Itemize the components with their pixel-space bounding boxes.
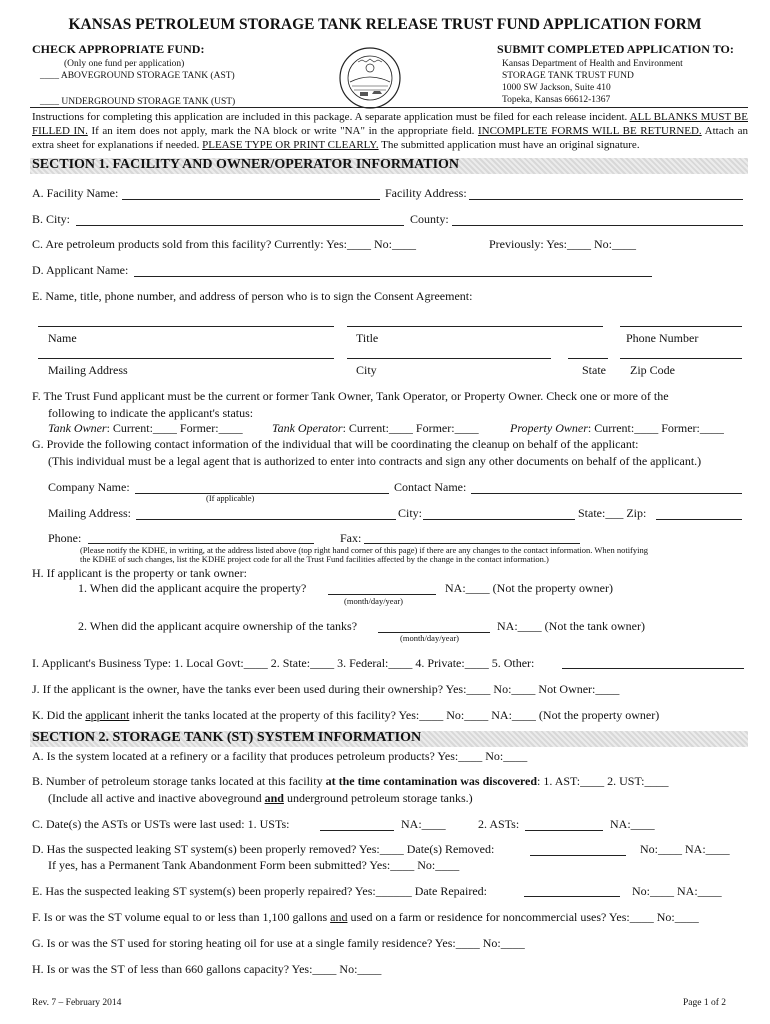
asts-label: 2. ASTs: <box>478 817 520 831</box>
submit-line: Topeka, Kansas 66612-1367 <box>502 95 611 105</box>
applicant-status-text: F. The Trust Fund applicant must be the current or former Tank Owner, Tank Operator, or Property Owner. Check one or more of the <box>32 389 669 403</box>
signer-state-field[interactable] <box>568 358 608 359</box>
kansas-seal-icon <box>338 46 402 110</box>
page-number: Page 1 of 2 <box>683 998 727 1008</box>
contact-zip-field[interactable] <box>656 519 742 520</box>
signer-phone-field[interactable] <box>620 326 742 327</box>
fund-ust-option[interactable]: ____ UNDERGROUND STORAGE TANK (UST) <box>40 97 236 107</box>
tank-count-note: (Include all active and inactive aboveground and underground petroleum storage tanks.) <box>48 791 473 805</box>
signer-name-field[interactable] <box>38 326 334 327</box>
contact-city-field[interactable] <box>423 519 575 520</box>
submit-line: STORAGE TANK TRUST FUND <box>502 71 634 81</box>
facility-address-label: Facility Address: <box>385 186 467 200</box>
revision-date: Rev. 7 – February 2014 <box>32 998 122 1008</box>
contact-state-zip-label: State:___ Zip: <box>578 506 647 520</box>
property-owner-status[interactable]: Property Owner: Current:____ Former:____ <box>510 421 724 435</box>
fax-label: Fax: <box>340 531 362 545</box>
submit-line: Kansas Department of Health and Environment <box>502 59 683 69</box>
products-sold-previously[interactable]: Previously: Yes:____ No:____ <box>489 237 637 251</box>
contact-city-label: City: <box>398 506 423 520</box>
signer-state-caption: State <box>582 363 606 377</box>
contact-change-note-2: the KDHE of such changes, list the KDHE project code for all the Trust Fund facilities affected by the change in the contact information.) <box>80 554 549 564</box>
property-acquired-date-field[interactable] <box>328 594 436 595</box>
city-field[interactable] <box>76 225 404 226</box>
company-name-label: Company Name: <box>48 480 130 494</box>
if-applicable-note: (If applicable) <box>206 493 255 503</box>
instructions-paragraph: Instructions for completing this application are included in this package. A separate application must be filed for each release incident. ALL BLANKS MUST BE FILLED IN. If an item does not apply, mark the NA block or write "NA" in the appropriate field. INCOMPLETE FORMS WILL BE RETURNED. Attach an extra sheet for explanations if needed. PLEASE TYPE OR PRINT CLEARLY. The submitted application must have an original signature. <box>32 111 748 151</box>
tanks-acquired-label: 2. When did the applicant acquire ownership of the tanks? <box>78 619 358 633</box>
signer-zip-field[interactable] <box>620 358 742 359</box>
signer-zip-caption: Zip Code <box>630 363 675 377</box>
heating-oil-question[interactable]: G. Is or was the ST used for storing heating oil for use at a single family residence? Yes:____ No:____ <box>32 936 525 950</box>
contact-change-note: (Please notify the KDHE, in writing, at the address listed above (top right hand corner of this page) if there are any changes to the contact information. When notifying <box>80 545 648 555</box>
facility-name-field[interactable] <box>122 199 380 200</box>
refinery-question[interactable]: A. Is the system located at a refinery or a facility that produces petroleum products? Yes:____ No:____ <box>32 749 528 763</box>
business-type-question[interactable]: I. Applicant's Business Type: 1. Local Govt:____ 2. State:____ 3. Federal:____ 4. Private:____ 5. Other: <box>32 656 535 670</box>
repaired-no-na[interactable]: No:____ NA:____ <box>632 884 722 898</box>
inherit-tanks-question[interactable]: K. Did the applicant inherit the tanks located at the property of this facility? Yes:____ No:____ NA:____ (Not the property owner) <box>32 708 660 722</box>
property-acquired-label: 1. When did the applicant acquire the property? <box>78 581 307 595</box>
form-title: KANSAS PETROLEUM STORAGE TANK RELEASE TRUST FUND APPLICATION FORM <box>68 16 702 33</box>
business-type-other-field[interactable] <box>562 668 744 669</box>
contact-mailing-field[interactable] <box>136 519 396 520</box>
signer-mailing-caption: Mailing Address <box>48 363 128 377</box>
capacity-question[interactable]: H. Is or was the ST of less than 660 gallons capacity? Yes:____ No:____ <box>32 962 382 976</box>
usts-na[interactable]: NA:____ <box>401 817 446 831</box>
signer-title-caption: Title <box>356 331 379 345</box>
property-acquired-na[interactable]: NA:____ (Not the property owner) <box>445 581 613 595</box>
applicant-name-field[interactable] <box>134 276 652 277</box>
contact-info-instruction: G. Provide the following contact information of the individual that will be coordinating the cleanup on behalf of the applicant: <box>32 437 639 451</box>
fund-note: (Only one fund per application) <box>64 59 185 69</box>
facility-address-field[interactable] <box>469 199 743 200</box>
farm-residence-question[interactable]: F. Is or was the ST volume equal to or less than 1,100 gallons and used on a farm or residence for noncommercial uses? Yes:____ No:____ <box>32 910 699 924</box>
asts-last-used-field[interactable] <box>525 830 603 831</box>
tank-operator-status[interactable]: Tank Operator: Current:____ Former:____ <box>272 421 479 435</box>
tank-count-question[interactable]: B. Number of petroleum storage tanks located at this facility at the time contamination was discovered: 1. AST:____ 2. UST:____ <box>32 774 669 788</box>
contact-mailing-label: Mailing Address: <box>48 506 131 520</box>
signer-city-caption: City <box>356 363 377 377</box>
contact-info-note: (This individual must be a legal agent that is authorized to enter into contracts and sign any other documents on behalf of the applicant.) <box>48 454 702 468</box>
date-repaired-field[interactable] <box>524 896 620 897</box>
removed-no-na[interactable]: No:____ NA:____ <box>640 842 730 856</box>
submit-heading: SUBMIT COMPLETED APPLICATION TO: <box>497 42 734 56</box>
signer-city-field[interactable] <box>347 358 551 359</box>
abandonment-form-question[interactable]: If yes, has a Permanent Tank Abandonment Form been submitted? Yes:____ No:____ <box>48 858 460 872</box>
city-label: B. City: <box>32 212 71 226</box>
tanks-used-question[interactable]: J. If the applicant is the owner, have the tanks ever been used during their ownership? Yes:____ No:____ Not Owner:____ <box>32 682 620 696</box>
property-date-format: (month/day/year) <box>344 596 404 606</box>
facility-name-label: A. Facility Name: <box>32 186 119 200</box>
tank-owner-status[interactable]: Tank Owner: Current:____ Former:____ <box>48 421 243 435</box>
phone-label: Phone: <box>48 531 82 545</box>
tanks-acquired-na[interactable]: NA:____ (Not the tank owner) <box>497 619 645 633</box>
last-used-label: C. Date(s) the ASTs or USTs were last used: 1. USTs: <box>32 817 290 831</box>
removed-question[interactable]: D. Has the suspected leaking ST system(s) been properly removed? Yes:____ Date(s) Removed: <box>32 842 495 856</box>
applicant-status-text-2: following to indicate the applicant's status: <box>48 406 254 420</box>
submit-line: 1000 SW Jackson, Suite 410 <box>502 83 611 93</box>
section1-title: SECTION 1. FACILITY AND OWNER/OPERATOR INFORMATION <box>32 157 460 172</box>
phone-field[interactable] <box>88 543 314 544</box>
date-removed-field[interactable] <box>530 855 626 856</box>
products-sold-question[interactable]: C. Are petroleum products sold from this facility? Currently: Yes:____ No:____ <box>32 237 416 251</box>
fund-heading: CHECK APPROPRIATE FUND: <box>32 42 205 56</box>
repaired-question[interactable]: E. Has the suspected leaking ST system(s) been properly repaired? Yes:______ Date Repaired: <box>32 884 487 898</box>
owner-question-heading: H. If applicant is the property or tank owner: <box>32 566 247 580</box>
company-name-field[interactable] <box>135 493 389 494</box>
fund-ast-option[interactable]: ____ ABOVEGROUND STORAGE TANK (AST) <box>40 71 235 81</box>
signer-title-field[interactable] <box>347 326 603 327</box>
fax-field[interactable] <box>364 543 580 544</box>
consent-signer-label: E. Name, title, phone number, and address of person who is to sign the Consent Agreement: <box>32 289 473 303</box>
contact-name-label: Contact Name: <box>394 480 467 494</box>
divider <box>30 107 748 108</box>
county-label: County: <box>410 212 449 226</box>
usts-last-used-field[interactable] <box>320 830 394 831</box>
asts-na[interactable]: NA:____ <box>610 817 655 831</box>
signer-mailing-field[interactable] <box>38 358 334 359</box>
signer-name-caption: Name <box>48 331 77 345</box>
tanks-date-format: (month/day/year) <box>400 633 460 643</box>
applicant-name-label: D. Applicant Name: <box>32 263 129 277</box>
section2-title: SECTION 2. STORAGE TANK (ST) SYSTEM INFORMATION <box>32 730 422 745</box>
county-field[interactable] <box>452 225 743 226</box>
signer-phone-caption: Phone Number <box>626 331 699 345</box>
contact-name-field[interactable] <box>471 493 742 494</box>
